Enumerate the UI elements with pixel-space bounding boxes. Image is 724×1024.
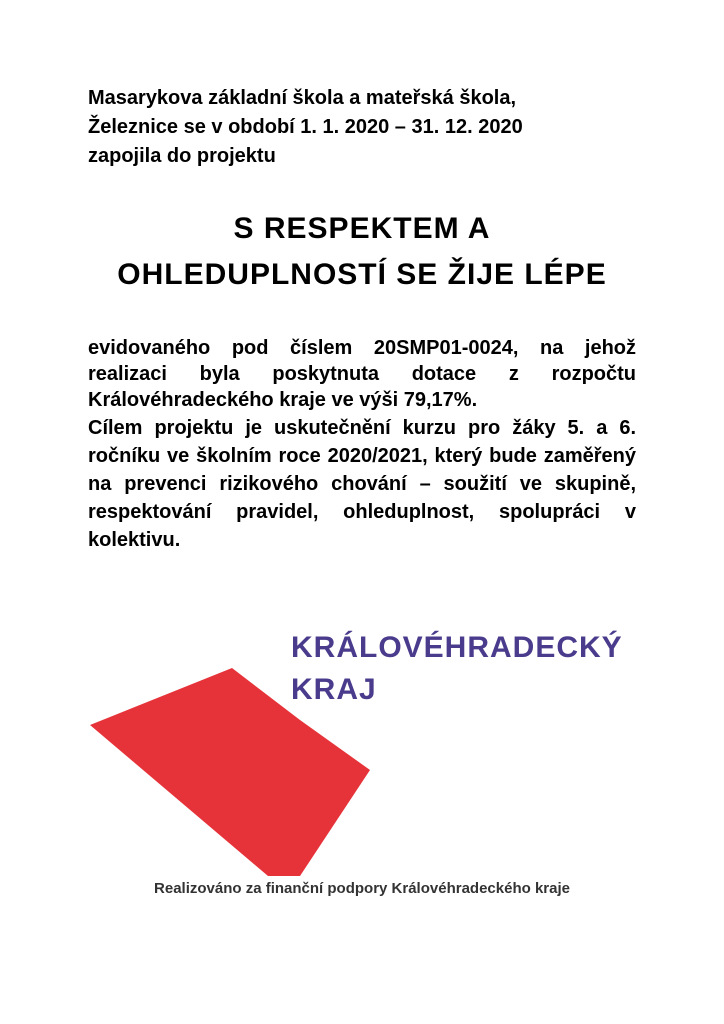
registration-paragraph: evidovaného pod číslem 20SMP01-0024, na jehož realizaci byla poskytnuta dotace z rozpočtu Královéhradeckého kraje ve výši 79,17%.: [88, 337, 636, 411]
goal-paragraph: Cílem projektu je uskutečnění kurzu pro žáky 5. a 6. ročníku ve školním roce 2020/2021, který bude zaměřený na prevenci rizikového chování – soužití ve skupině, respektování pravidel, ohleduplnost, spolupráci v kolektivu.: [88, 417, 636, 551]
intro-line-1: Masarykova základní škola a mateřská škola,: [88, 87, 517, 109]
region-logo-text: [291, 627, 623, 711]
project-title-line-1: S RESPEKTEM A: [233, 212, 491, 245]
project-title-line-2: OHLEDUPLNOSTÍ SE ŽIJE LÉPE: [117, 258, 607, 291]
logo-text-line-2: KRAJ: [291, 673, 377, 706]
logo-text-line-1: KRÁLOVÉHRADECKÝ: [291, 631, 623, 664]
intro-line-2: Železnice se v období 1. 1. 2020 – 31. 12. 2020: [88, 116, 523, 138]
intro-line-3: zapojila do projektu: [88, 145, 276, 167]
footer-support-text: Realizováno za finanční podpory Královéhradeckého kraje: [154, 880, 570, 897]
